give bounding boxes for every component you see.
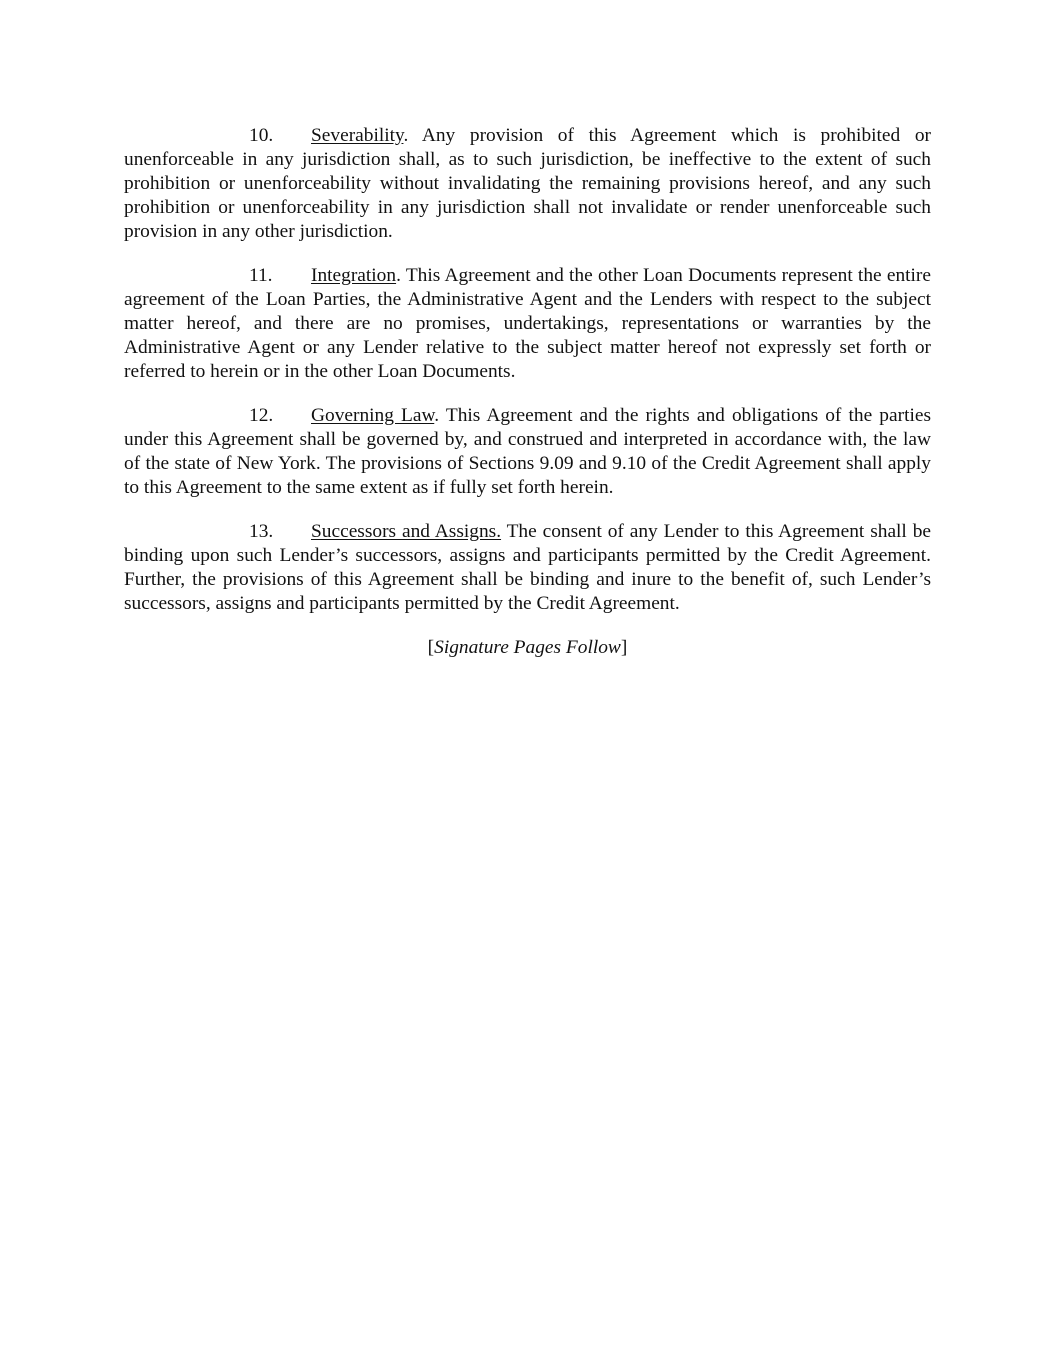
section-number: 11. bbox=[249, 265, 273, 286]
section-heading: Severability bbox=[311, 125, 404, 146]
section-governing-law bbox=[124, 404, 931, 500]
section-heading: Governing Law bbox=[311, 405, 435, 426]
section-number: 10. bbox=[249, 125, 274, 146]
section-body: The consent of any Lender to this Agreement shall be binding upon such Lender’s successors, assigns and participants permitted by the Credit Agreement. Further, the provisions of this Agreement shall be binding and inure to the benefit of, such Lender’s successors, assigns and participants permitted by the Credit Agreement. bbox=[124, 521, 931, 614]
section-heading-suffix: . bbox=[403, 125, 409, 146]
section-body: Any provision of this Agreement which is prohibited or unenforceable in any jurisdiction shall, as to such jurisdiction, be ineffective to the extent of such prohibition or unenforceability without invalidating the remaining provisions hereof, and any such prohibition or unenforceability in any jurisdiction shall not invalidate or render unenforceable such provision in any other jurisdiction. bbox=[124, 125, 931, 242]
section-severability bbox=[124, 124, 931, 244]
section-heading: Integration bbox=[311, 265, 397, 286]
closing-open-bracket: [ bbox=[427, 637, 435, 658]
section-body: This Agreement and the other Loan Documents represent the entire agreement of the Loan Parties, the Administrative Agent and the Lenders with respect to the subject matter hereof, and there are no promises, undertakings, representations or warranties by the Administrative Agent or any Lender relative to the subject matter hereof not expressly set forth or referred to herein or in the other Loan Documents. bbox=[124, 265, 931, 382]
signature-pages-note bbox=[124, 636, 931, 660]
section-heading-suffix: . bbox=[396, 265, 401, 286]
section-body: This Agreement and the rights and obligations of the parties under this Agreement shall be governed by, and construed and interpreted in accordance with, the law of the state of New York. The provisions of Sections 9.09 and 9.10 of the Credit Agreement shall apply to this Agreement to the same extent as if fully set forth herein. bbox=[124, 405, 931, 498]
section-number: 13. bbox=[249, 521, 274, 542]
section-heading-suffix: . bbox=[434, 405, 440, 426]
closing-text: Signature Pages Follow bbox=[434, 637, 621, 658]
section-successors-and-assigns bbox=[124, 520, 931, 616]
document-page bbox=[124, 124, 931, 679]
section-integration bbox=[124, 264, 931, 384]
section-heading: Successors and Assigns. bbox=[311, 521, 502, 542]
section-number: 12. bbox=[249, 405, 274, 426]
closing-close-bracket: ] bbox=[620, 637, 628, 658]
